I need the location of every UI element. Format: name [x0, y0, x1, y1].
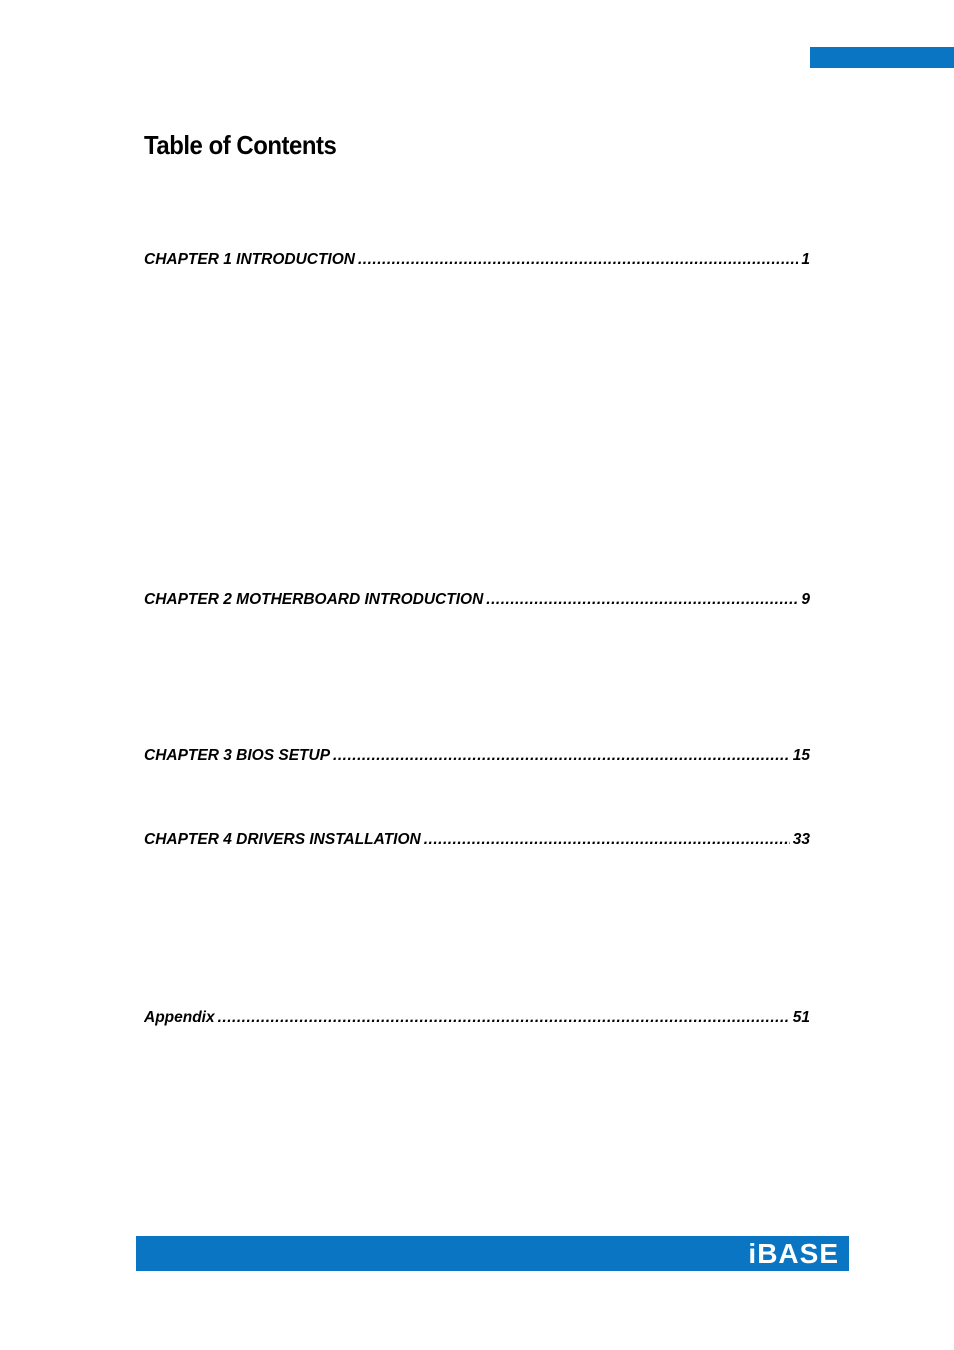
toc-entry-label: CHAPTER 3 BIOS SETUP	[144, 747, 331, 764]
toc-entry-chapter-3[interactable]	[144, 745, 810, 767]
toc-entry-chapter-4[interactable]	[144, 829, 810, 851]
toc-entry-label: CHAPTER 4 DRIVERS INSTALLATION	[144, 831, 421, 848]
toc-dot-leader	[486, 589, 798, 611]
toc-entry-chapter-1[interactable]	[144, 249, 810, 271]
toc-entry-label: CHAPTER 1 INTRODUCTION	[144, 251, 355, 268]
page-title: Table of Contents	[144, 130, 337, 160]
header-accent-tab	[810, 47, 954, 68]
toc-entry-page-number: 9	[801, 591, 810, 608]
toc-entry-page-number: 15	[792, 747, 810, 764]
toc-entry-chapter-2[interactable]	[144, 589, 810, 611]
toc-entry-label: CHAPTER 2 MOTHERBOARD INTRODUCTION	[144, 591, 484, 608]
ibase-logo: iBASE	[748, 1238, 839, 1269]
toc-dot-leader	[358, 249, 798, 271]
toc-entry-page-number: 1	[801, 251, 810, 268]
toc-entry-appendix[interactable]	[144, 1007, 810, 1029]
footer-bar	[136, 1236, 849, 1271]
toc-dot-leader	[333, 745, 790, 767]
toc-dot-leader	[424, 829, 790, 851]
toc-dot-leader	[218, 1007, 790, 1029]
toc-entry-page-number: 33	[792, 831, 810, 848]
toc-entry-label: Appendix	[144, 1009, 215, 1026]
toc-entry-page-number: 51	[792, 1009, 810, 1026]
